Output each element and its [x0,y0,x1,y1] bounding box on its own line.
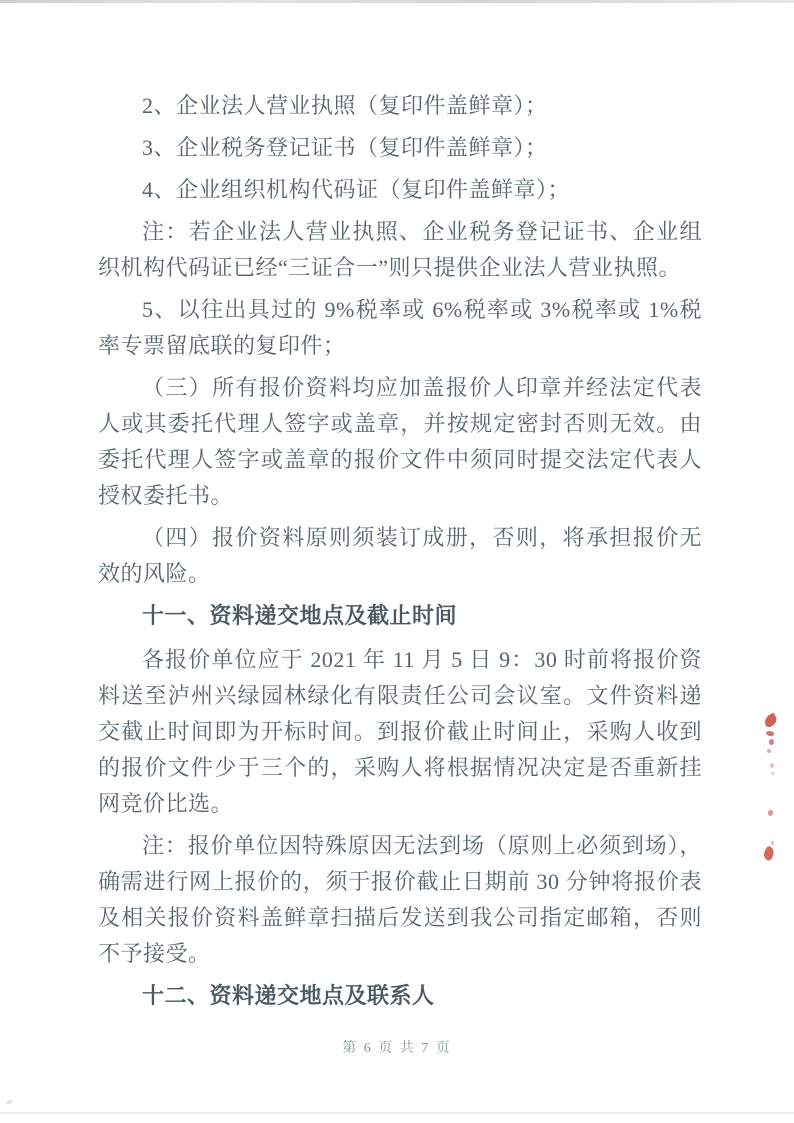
seal-fragment [769,739,774,745]
seal-fragment [768,810,773,816]
scan-edge-bottom [0,1112,794,1114]
paragraph: （三）所有报价资料均应加盖报价人印章并经法定代表人或其委托代理人签字或盖章，并按规定密封否则无效。由委托代理人签字或盖章的报价文件中须同时提交法定代表人授权委托书。 [98,375,702,508]
page-footer [0,1037,794,1057]
scan-speck [6,1099,14,1105]
paragraph: 注：若企业法人营业执照、企业税务登记证书、企业组织机构代码证已经“三证合一”则只提供企业法人营业执照。 [98,219,702,280]
paragraph: 2、企业法人营业执照（复印件盖鲜章）； [142,93,548,118]
seal-fragment [767,749,771,753]
seal-fragment [771,841,774,845]
section-heading: 十一、资料递交地点及截止时间 [142,603,458,628]
paragraph: （四）报价资料原则须装订成册，否则，将承担报价无效的风险。 [98,525,702,586]
paragraph: 各报价单位应于 2021 年 11 月 5 日 9：30 时前将报价资料送至泸州兴绿园林绿化有限责任公司会议室。文件资料递交截止时间即为开标时间。到报价截止时间止，采购人收到的报价文件少于三个的，采购人将根据情况决定是否重新挂网竞价比选。 [98,647,702,816]
seal-fragment [770,763,774,768]
seal-fragment [761,845,776,861]
paragraph: 3、企业税务登记证书（复印件盖鲜章）； [142,135,548,160]
seal-fragment [762,713,779,729]
seal-fragment [765,730,774,737]
paragraph: 5、以往出具过的 9%税率或 6%税率或 3%税率或 1%税率专票留底联的复印件； [98,297,702,358]
scan-edge-top [0,0,794,3]
paragraph: 4、企业组织机构代码证（复印件盖鲜章）； [142,177,571,202]
section-heading: 十二、资料递交地点及联系人 [142,983,435,1008]
document-body [98,88,702,1022]
paragraph: 注：报价单位因特殊原因无法到场（原则上必须到场），确需进行网上报价的，须于报价截止日期前 30 分钟将报价表及相关报价资料盖鲜章扫描后发送到我公司指定邮箱，否则不予接受。 [98,833,702,966]
page-number: 第 6 页 共 7 页 [342,1041,452,1056]
seal-fragment [771,772,774,775]
